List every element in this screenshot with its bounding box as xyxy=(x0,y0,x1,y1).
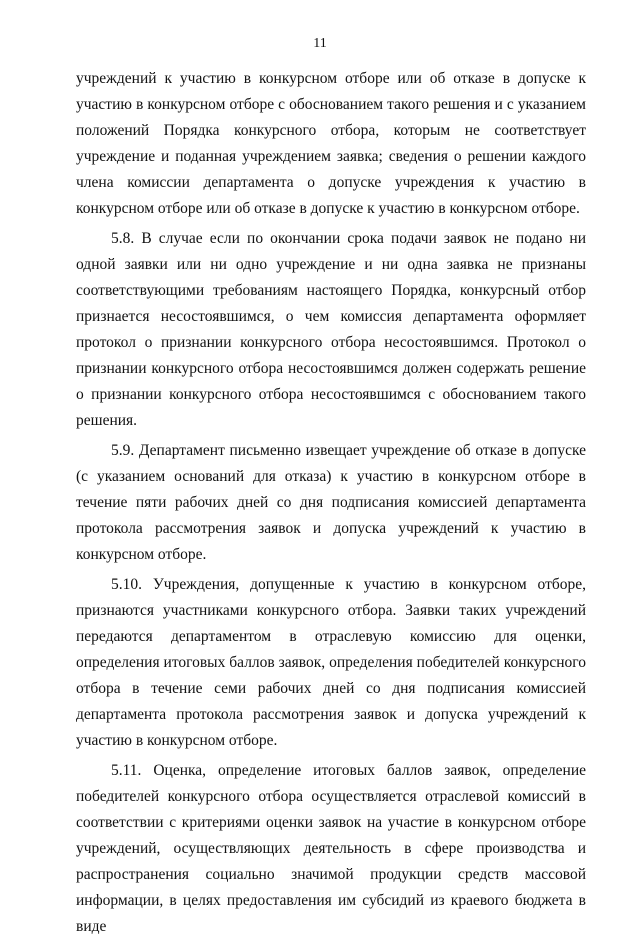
page-number: 11 xyxy=(313,36,327,51)
paragraph-continuation: учреждений к участию в конкурсном отборе или об отказе в допуске к участию в конкурсном отборе с обоснованием такого решения и с указанием положений Порядка конкурсного отбора, которым не соответствует учреждение и поданная учреждением заявка; сведения о решении каждого члена комиссии департамента о допуске учреждения к участию в конкурсном отборе или об отказе в допуске к участию в конкурсном отборе. xyxy=(76,70,586,217)
document-body xyxy=(76,66,586,940)
paragraph-clause-5-8: 5.8. В случае если по окончании срока подачи заявок не подано ни одной заявки или ни одно учреждение и ни одна заявка не признаны соответствующими требованиям настоящего Порядка, конкурсный отбор признается несостоявшимся, о чем комиссия департамента оформляет протокол о признании конкурсного отбора несостоявшимся. Протокол о признании конкурсного отбора несостоявшимся должен содержать решение о признании конкурсного отбора несостоявшимся с обоснованием такого решения. xyxy=(76,230,586,429)
paragraph-clause-5-10: 5.10. Учреждения, допущенные к участию в конкурсном отборе, признаются участниками конкурсного отбора. Заявки таких учреждений передаются департаментом в отраслевую комиссию для оценки, определения итоговых баллов заявок, определения победителей конкурсного отбора в течение семи рабочих дней со дня подписания комиссией департамента протокола рассмотрения заявок и допуска учреждений к участию в конкурсном отборе. xyxy=(76,576,586,749)
paragraph-clause-5-9: 5.9. Департамент письменно извещает учреждение об отказе в допуске (с указанием оснований для отказа) к участию в конкурсном отборе в течение пяти рабочих дней со дня подписания комиссией департамента протокола рассмотрения заявок и допуска учреждений к участию в конкурсном отборе. xyxy=(76,442,586,563)
paragraph-clause-5-11: 5.11. Оценка, определение итоговых баллов заявок, определение победителей конкурсного отбора осуществляется отраслевой комиссий в соответствии с критериями оценки заявок на участие в конкурсном отборе учреждений, осуществляющих деятельность в сфере производства и распространения социально значимой продукции средств массовой информации, в целях предоставления им субсидий из краевого бюджета в виде xyxy=(76,762,586,935)
